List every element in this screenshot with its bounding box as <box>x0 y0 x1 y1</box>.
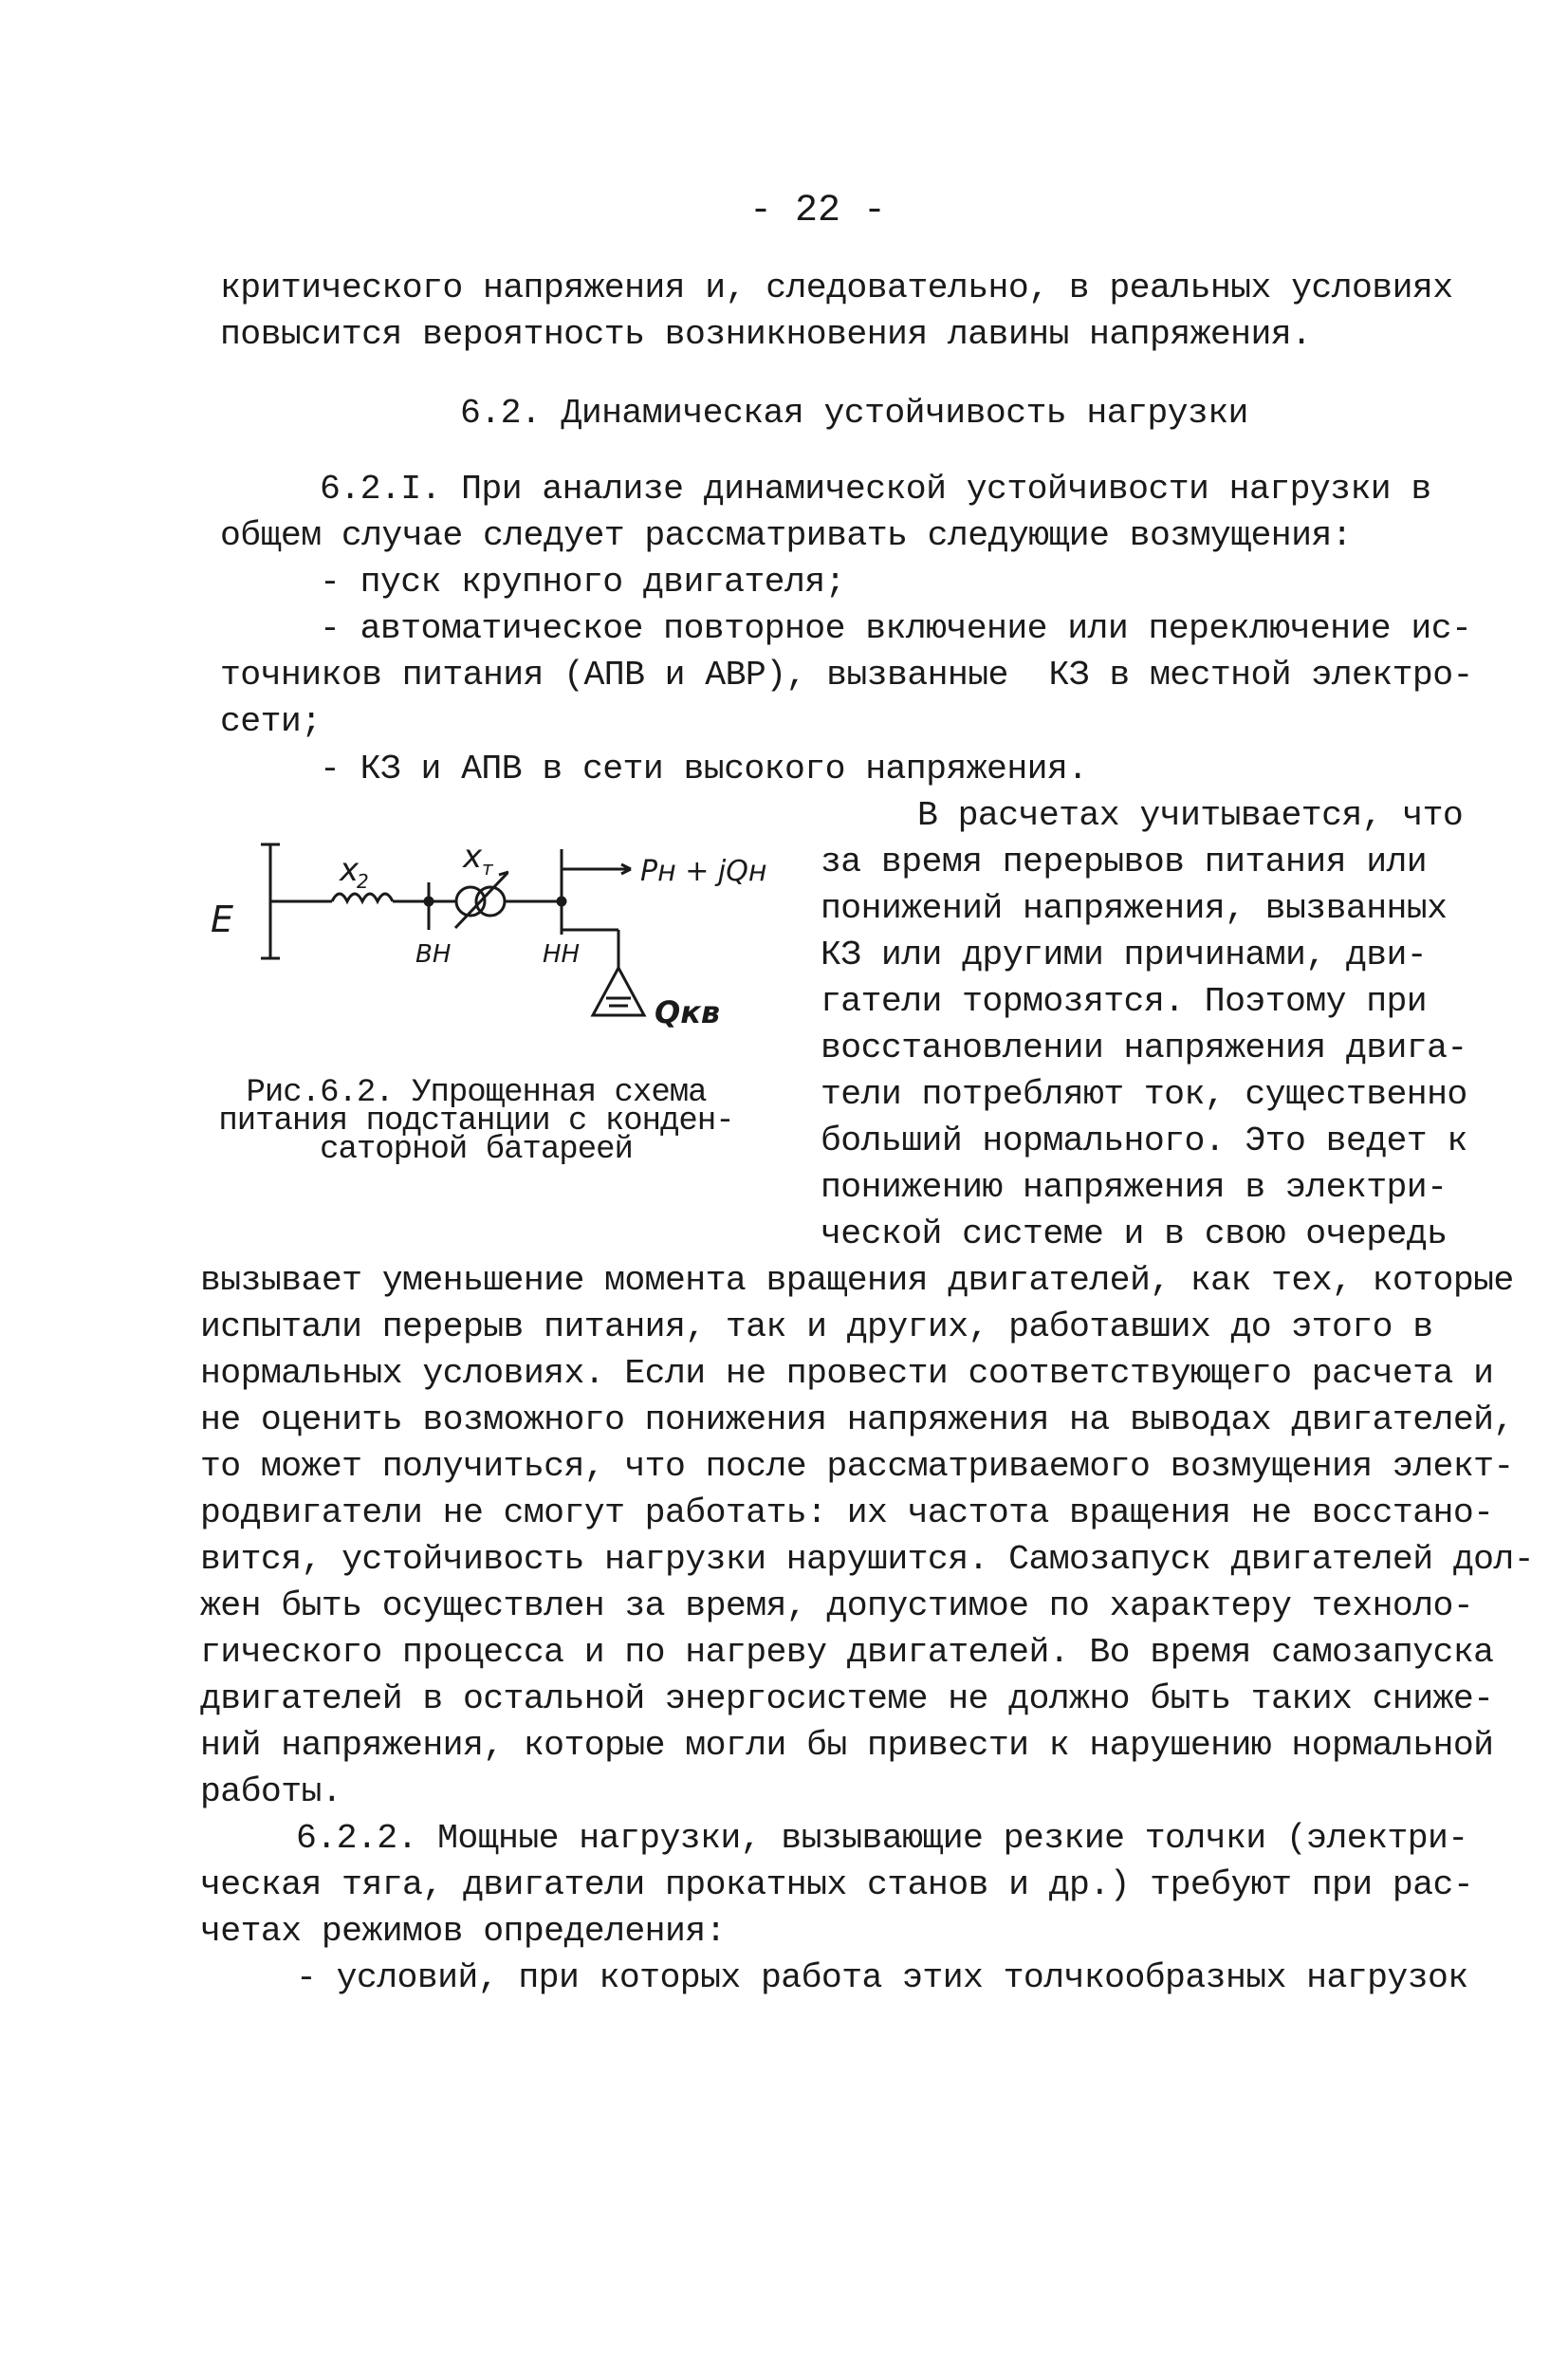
text-line: - автоматическое повторное включение или переключение ис- <box>320 609 1472 648</box>
text-line: критического напряжения и, следовательно, в реальных условиях <box>220 269 1453 307</box>
label-qkv: Qкв <box>655 994 721 1030</box>
text-line: - условий, при которых работа этих толчкообразных нагрузок <box>296 1958 1468 1997</box>
label-nn: НН <box>543 940 581 969</box>
text-line: ческая тяга, двигатели прокатных станов и др.) требуют при рас- <box>200 1865 1474 1904</box>
text-line: общем случае следует рассматривать следующие возмущения: <box>220 516 1353 555</box>
text-line: 6.2.I. При анализе динамической устойчивости нагрузки в <box>320 470 1431 509</box>
text-line: двигателей в остальной энергосистеме не должно быть таких сниже- <box>200 1679 1494 1718</box>
text-line: В расчетах учитывается, что <box>917 796 1464 835</box>
label-xt-sub: т <box>482 857 493 880</box>
figure-caption: Рис.6.2. Упрощенная схема <box>246 1075 707 1111</box>
label-vn: ВН <box>415 940 452 969</box>
text-line: КЗ или другими причинами, дви- <box>821 936 1428 974</box>
text-line: родвигатели не смогут работать: их частота вращения не восстано- <box>200 1493 1494 1532</box>
page-number: - 22 - <box>749 190 887 232</box>
section-title: 6.2. Динамическая устойчивость нагрузки <box>460 394 1248 433</box>
text-line: - пуск крупного двигателя; <box>320 563 845 602</box>
text-line: сети; <box>220 702 322 741</box>
text-line: не оценить возможного понижения напряжения на выводах двигателей, <box>200 1400 1514 1439</box>
figure-caption: питания подстанции с конден- <box>218 1103 734 1140</box>
text-line: гатели тормозятся. Поэтому при <box>821 982 1428 1021</box>
text-line: понижению напряжения в электри- <box>821 1168 1448 1207</box>
text-line: за время перерывов питания или <box>821 843 1428 881</box>
label-x2-sub: 2 <box>357 870 369 893</box>
text-line: понижений напряжения, вызванных <box>821 889 1448 928</box>
text-line: испытали перерыв питания, так и других, работавших до этого в <box>200 1307 1433 1346</box>
label-x2: x <box>340 851 360 889</box>
text-line: точников питания (АПВ и АВР), вызванные КЗ в местной электро- <box>220 656 1473 695</box>
label-xt: x <box>463 838 483 876</box>
text-line: ний напряжения, которые могли бы привести к нарушению нормальной <box>200 1726 1494 1765</box>
substation-circuit-diagram <box>209 835 767 1053</box>
text-line: то может получиться, что после рассматриваемого возмущения элект- <box>200 1447 1514 1486</box>
text-line: вызывает уменьшение момента вращения двигателей, как тех, которые <box>200 1261 1514 1300</box>
text-line: больший нормального. Это ведет к <box>821 1121 1467 1160</box>
text-line: жен быть осуществлен за время, допустимое по характеру техноло- <box>200 1586 1474 1625</box>
text-line: ческой системе и в свою очередь <box>821 1214 1448 1253</box>
text-line: - КЗ и АПВ в сети высокого напряжения. <box>320 750 1088 788</box>
text-line: нормальных условиях. Если не провести соответствующего расчета и <box>200 1354 1494 1393</box>
text-line: повысится вероятность возникновения лавины напряжения. <box>220 315 1312 354</box>
text-line: 6.2.2. Мощные нагрузки, вызывающие резкие толчки (электри- <box>296 1819 1468 1858</box>
text-line: восстановлении напряжения двига- <box>821 1029 1467 1067</box>
text-line: работы. <box>200 1772 342 1811</box>
text-line: тели потребляют ток, существенно <box>821 1075 1467 1114</box>
text-line: гического процесса и по нагреву двигателей. Во время самозапуска <box>200 1633 1494 1672</box>
text-line: вится, устойчивость нагрузки нарушится. Самозапуск двигателей дол- <box>200 1540 1535 1579</box>
label-e: E <box>211 899 234 940</box>
label-load: Pн + jQн <box>640 855 767 888</box>
figure-caption: саторной батареей <box>320 1132 633 1168</box>
text-line: четах режимов определения: <box>200 1912 726 1951</box>
